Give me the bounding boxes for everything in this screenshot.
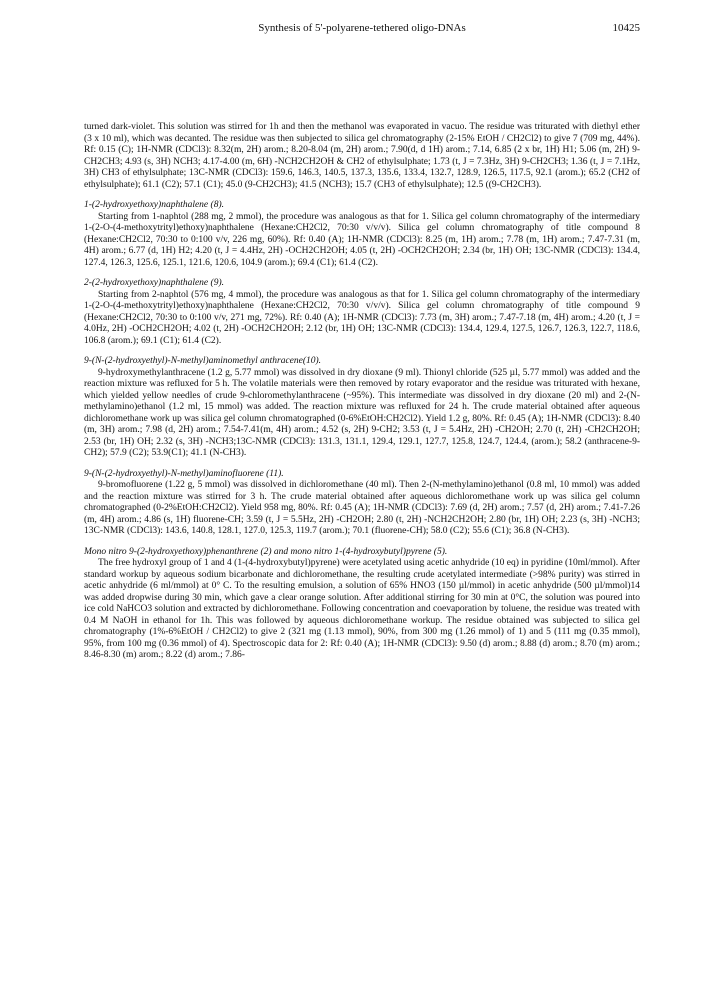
running-title: Synthesis of 5'-polyarene-tethered oligo-DNAs (258, 22, 466, 34)
section-heading: 9-(N-(2-hydroxyethyl)-N-methyl)aminofluorene (11). (84, 468, 284, 479)
article-body (84, 122, 640, 662)
section-heading: 2-(2-hydroxyethoxy)naphthalene (9). (84, 278, 224, 288)
paragraph: 9-bromofluorene (1.22 g, 5 mmol) was dissolved in dichloromethane (40 ml). Then 2-(N-methylamino)ethanol (0.8 ml, 10 mmol) was added and the reaction mixture was stirred for 3 h. The crude material obtained after aqueous dichloromethane work up was silica gel column chromatographed (0-2%EtOH:CH2Cl2). Yield 958 mg, 80%. Rf: 0.45 (A); 1H-NMR (CDCl3): 7.69 (d, 2H) arom.; 7.57 (d, 2H) arom.; 7.41-7.26 (m, 4H) arom.; 4.86 (s, 1H) fluorene-CH; 3.59 (t, J = 5.5Hz, 2H) -CH2OH; 2.80 (t, 2H) -NCH2CH2OH; 2.80 (br, 1H) OH; 2.23 (s, 3H) -NCH3; 13C-NMR (CDCl3): 143.6, 140.8, 128.1, 127.0, 125.3, 119.7 (arom.); 70.1 (fluorene-CH); 58.0 (C2); 55.6 (C1); 36.8 (N-CH3). (84, 480, 640, 536)
section-compound-8 (84, 200, 640, 269)
paragraph: Starting from 2-naphtol (576 mg, 4 mmol), the procedure was analogous as that for 1. Silica gel column chromatography of the intermediary 1-(2-O-(4-methoxytrityl)ethoxy)naphthalene (Hexane:CH2Cl2, 70:30 v/v/v). Silica gel column chromatography of title compound 9 (Hexane:CH2Cl2, 70:30 to 0:100 v/v, 271 mg, 72%). Rf: 0.40 (A); 1H-NMR (CDCl3): 7.73 (m, 3H) arom.; 7.47-7.18 (m, 4H) arom.; 4.20 (t, J = 4.0Hz, 2H) -OCH2CH2OH; 4.02 (t, 2H) -OCH2CH2OH; 2.12 (br, 1H) OH; 13C-NMR (CDCl3): 134.4, 129.4, 127.5, 126.7, 126.3, 122.7, 118.6, 106.8 (arom.); 69.1 (C1); 61.4 (C2). (84, 289, 640, 346)
section-nitration (84, 547, 640, 662)
page-number: 10425 (612, 22, 640, 34)
paragraph-continuation: turned dark-violet. This solution was stirred for 1h and then the methanol was evaporated in vacuo. The residue was triturated with diethyl ether (3 x 10 ml), which was decanted. The residue was then subjected to silica gel chromatography (2-15% EtOH / CH2Cl2) to give 7 (709 mg, 44%). Rf: 0.15 (C); 1H-NMR (CDCl3): 8.32(m, 2H) arom.; 8.20-8.04 (m, 2H) arom.; 7.90(d, d 1H) arom.; 7.14, 6.85 (2 x br, 1H) H1; 5.06 (m, 2H) 9-CH2CH3; 4.93 (s, 3H) NCH3; 4.17-4.00 (m, 6H) -NCH2CH2OH & CH2 of ethylsulphate; 1.73 (t, J = 7.3Hz, 3H) 9-CH2CH3; 1.36 (t, J = 7.1Hz, 3H) CH3 of ethylsulphate; 13C-NMR (CDCl3): 159.6, 146.3, 140.5, 137.3, 135.6, 133.4, 132.7, 128.9, 126.5, 117.5, 92.1 (arom.); 65.2 (CH2 of ethylsulphate); 61.1 (C2); 57.1 (C1); 45.0 (9-CH2CH3); 41.5 (NCH3); 15.7 (CH3 of ethylsulphate); 12.5 ((9-CH2CH3). (84, 122, 640, 190)
section-compound-11 (84, 469, 640, 538)
paragraph: 9-hydroxymethylanthracene (1.2 g, 5.77 mmol) was dissolved in dry dioxane (9 ml). Thionyl chloride (525 µl, 5.77 mmol) was added and the reaction mixture was refluxed for 5 h. The volatile materials were then removed by rotary evaporator and the residue was triturated with hexane, which yielded yellow needles of crude 9-chloromethylanthracene (~95%). This intermediate was dissolved in dry dioxane (20 ml) and 2-(N-methylamino)ethanol (1.2 ml, 15 mmol) was added. The reaction mixture was refluxed for 24 h. The crude material obtained after aqueous dichloromethane work up was silica gel column chromatographed (0-6%EtOH:CH2Cl2). Yield 1.2 g, 80%. Rf: 0.45 (A); 1H-NMR (CDCl3): 8.40 (m, 3H) arom.; 7.98 (d, 2H) arom.; 7.54-7.41(m, 4H) arom.; 4.52 (s, 2H) 9-CH2; 3.53 (t, J = 5.4Hz, 2H) -CH2OH; 2.70 (t, 2H) -CH2CH2OH; 2.53 (br, 1H) OH; 2.32 (s, 3H) -NCH3;13C-NMR (CDCl3): 131.3, 131.1, 129.4, 129.1, 127.7, 125.8, 124.7, 124.4, (arom.); 58.2 (anthracene-9-CH2); 57.9 (C2); 53.9(C1); 41.1 (N-CH3). (84, 367, 640, 458)
paragraph: Starting from 1-naphtol (288 mg, 2 mmol), the procedure was analogous as that for 1. Silica gel column chromatography of the intermediary 1-(2-O-(4-methoxytrityl)ethoxy)naphthalene (Hexane:CH2Cl2, 70:30 v/v/v). Silica gel column chromatography of title compound 8 (Hexane:CH2Cl2, 70:30 to 0:100 v/v, 226 mg, 60%). Rf: 0.40 (A); 1H-NMR (CDCl3): 8.25 (m, 1H) arom.; 7.78 (m, 1H) arom.; 7.47-7.31 (m, 4H) arom.; 6.77 (d, 1H) H2; 4.20 (t, J = 4.4Hz, 2H) -OCH2CH2OH; 4.05 (t, 2H) -OCH2CH2OH; 2.34 (br, 1H) OH; 13C-NMR (CDCl3): 134.4, 127.4, 126.3, 125.6, 125.1, 121.6, 120.6, 104.9 (arom.); 69.4 (C1); 61.4 (C2). (84, 211, 640, 268)
paragraph: The free hydroxyl group of 1 and 4 (1-(4-hydroxybutyl)pyrene) were acetylated using acetic anhydride (10 eq) in pyridine (10ml/mmol). After standard workup by aqueous sodium bicarbonate and dichloromethane, the resulting crude acetylated intermediate (>98% purity) was stirred in acetic anhydride (6 ml/mmol) at 0° C. To the resulting emulsion, a solution of 65% HNO3 (150 µl/mmol) in acetic anhydride (500 µl/mmol)14 was added dropwise during 30 min, which gave a clear orange solution. After additional stirring for 30 min at 0°C, the solution was poured into ice cold NaHCO3 solution and extracted by dichloromethane. Following concentration and coevaporation by toluene, the residue was treated with 0.4 M NaOH in ethanol for 1h. This was followed by aqueous dichloromethane workup. The residue obtained was subjected to silica gel chromatography (1%-6%EtOH / CH2Cl2) to give 2 (321 mg (1.13 mmol), 90%, from 300 mg (1.26 mmol) of 1) and 5 (111 mg (0.35 mmol), 95%, from 100 mg (0.36 mmol) of 4). Spectroscopic data for 2: Rf: 0.40 (A); 1H-NMR (CDCl3): 9.50 (d) arom.; 8.88 (d) arom.; 8.70 (m) arom.; 8.46-8.30 (m) arom.; 8.22 (d) arom.; 7.86- (84, 558, 640, 660)
section-heading: 1-(2-hydroxyethoxy)naphthalene (8). (84, 200, 224, 210)
section-heading: Mono nitro 9-(2-hydroxyethoxy)phenanthrene (2) and mono nitro 1-(4-hydroxybutyl)pyrene (5). (84, 546, 448, 557)
running-head (84, 20, 640, 36)
section-heading: 9-(N-(2-hydroxyethyl)-N-methyl)aminomethyl anthracene(10). (84, 356, 322, 366)
section-compound-10 (84, 356, 640, 460)
section-compound-9 (84, 278, 640, 347)
